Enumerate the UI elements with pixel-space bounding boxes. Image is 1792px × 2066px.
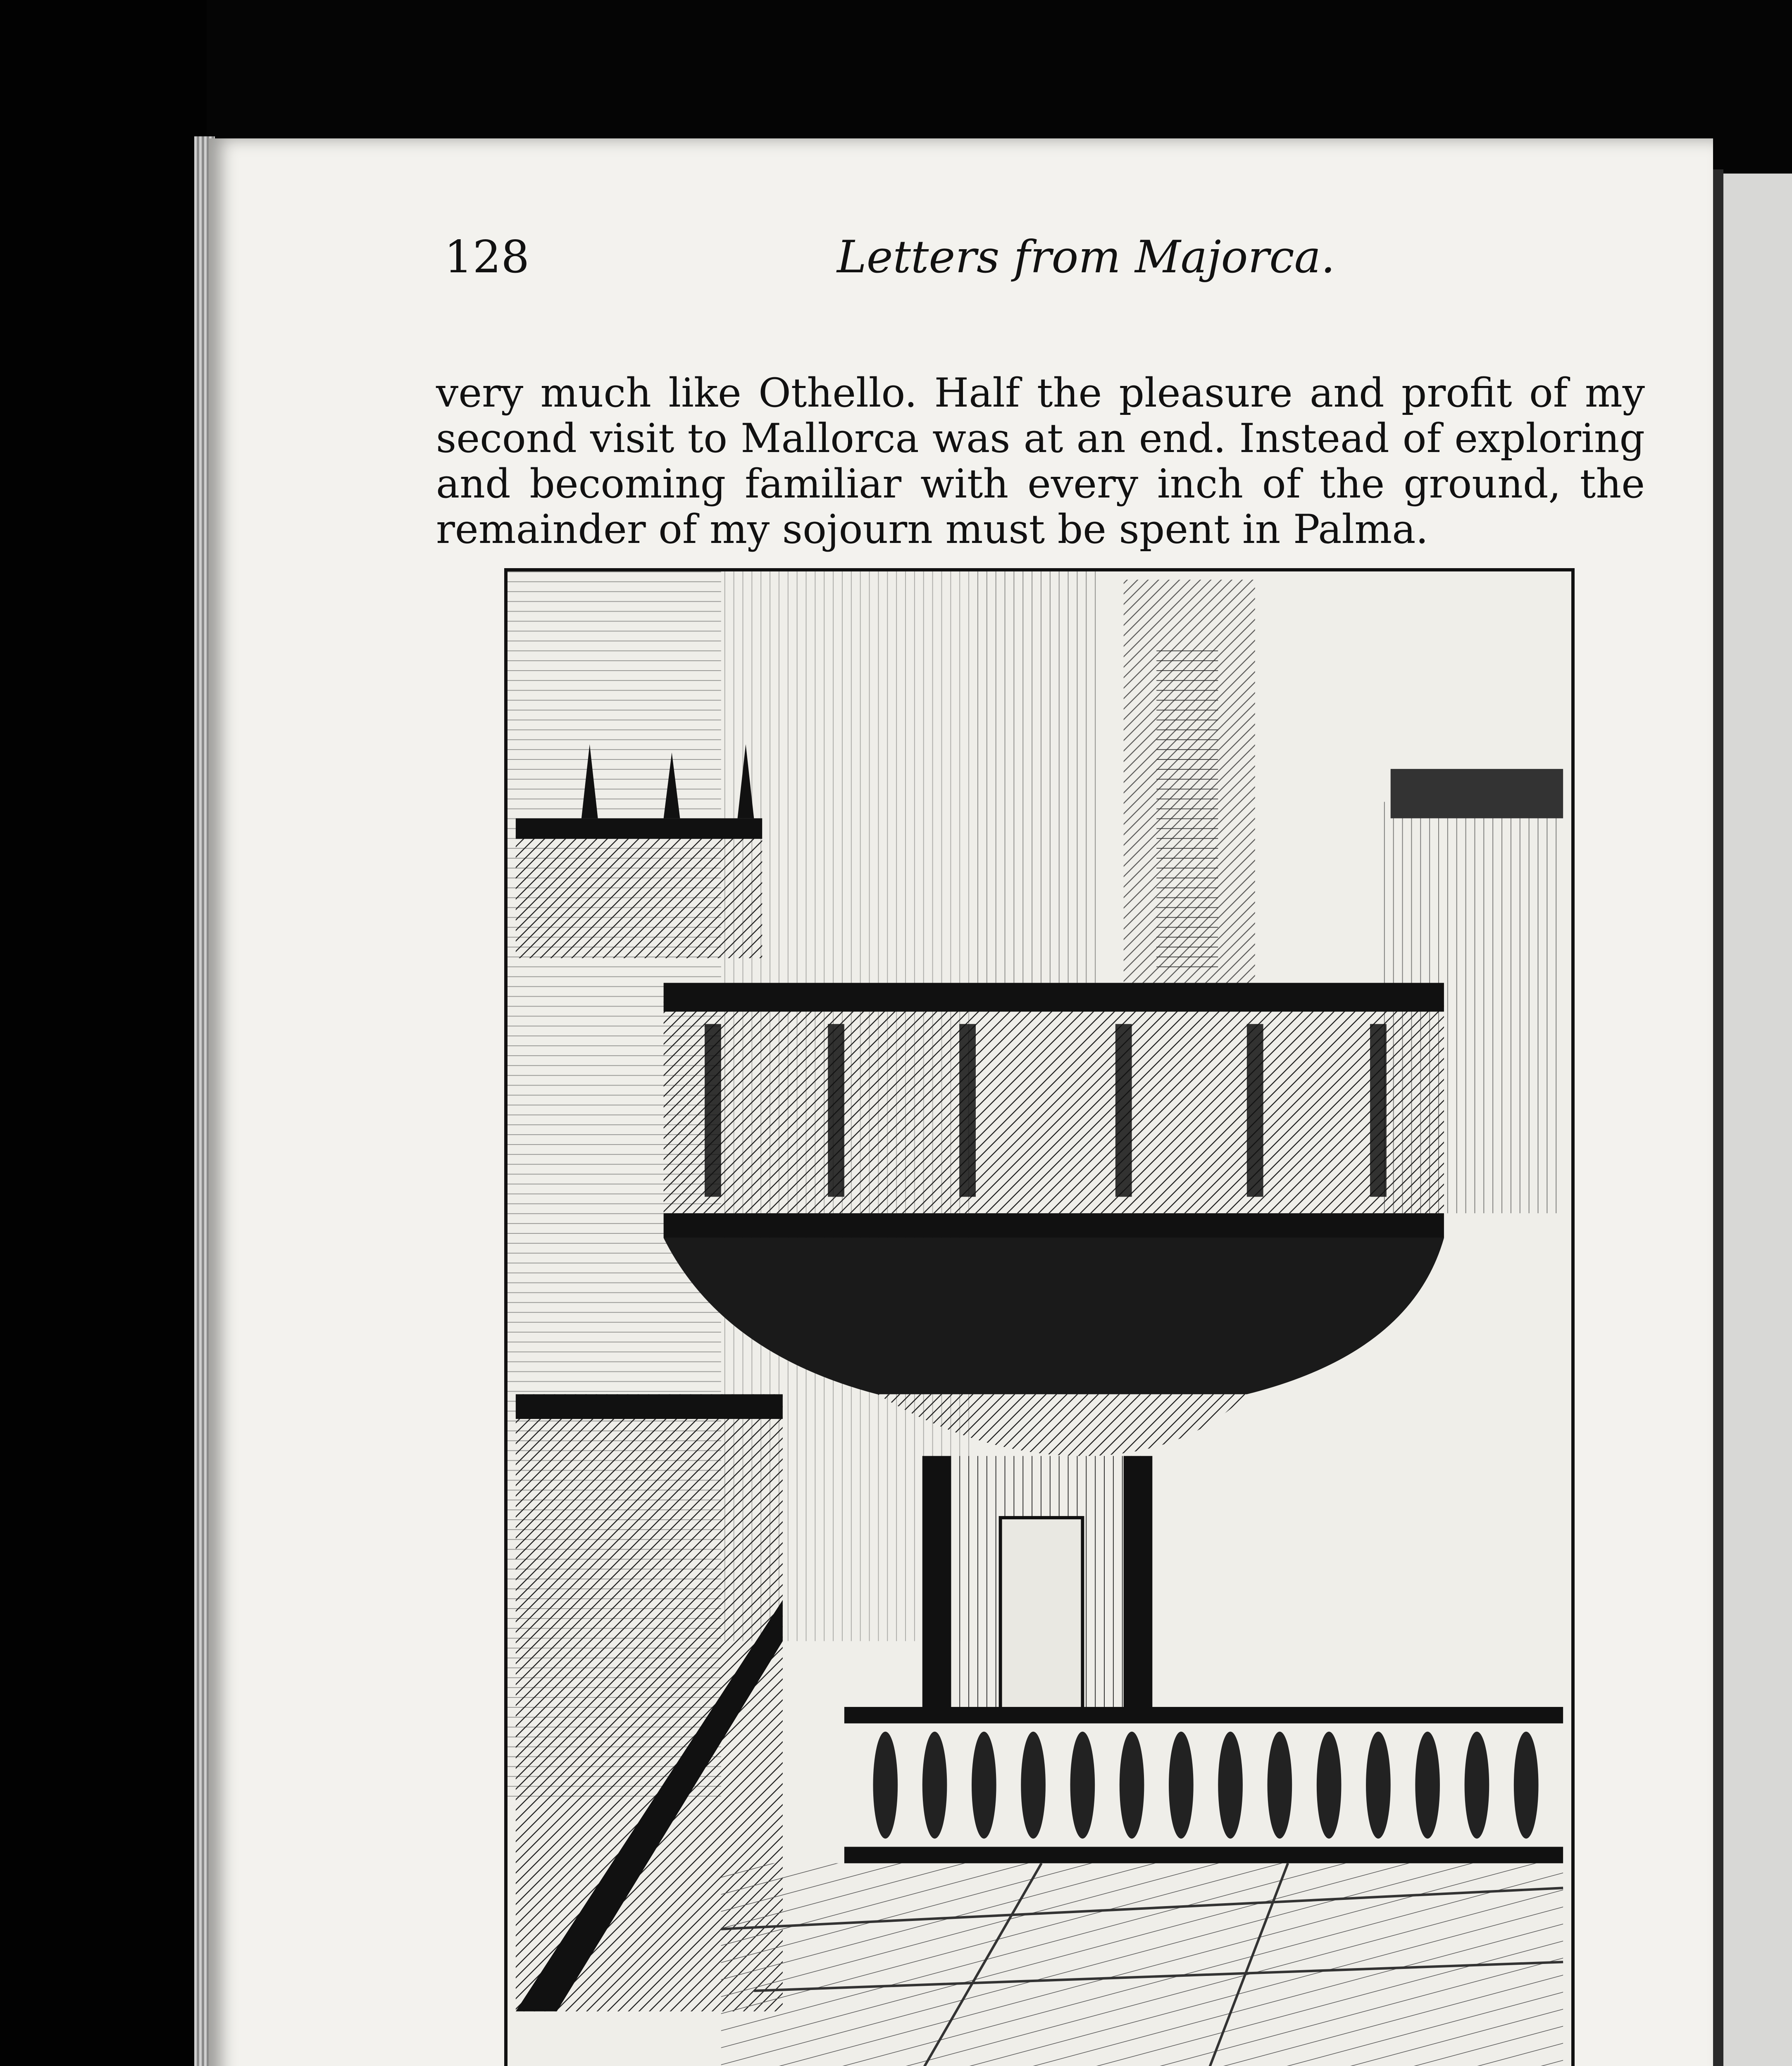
left-shadow — [0, 0, 207, 2066]
pulpit-engraving-icon — [508, 571, 1571, 2066]
running-head — [444, 231, 1676, 302]
paragraph-top: very much like Othello. Half the pleasure and profit of my second visit to Mallorca was at an end. Instead of exploring and becoming familiar with every inch of the ground, the remainder of my sojourn must be spent in Palma. — [436, 370, 1645, 552]
gutter-shadow — [1713, 169, 1723, 2066]
running-title: Letters from Majorca. — [837, 231, 1335, 283]
pulpit-illustration — [504, 568, 1575, 2066]
facing-page-edge — [1723, 174, 1792, 2066]
page-number: 128 — [444, 231, 530, 283]
